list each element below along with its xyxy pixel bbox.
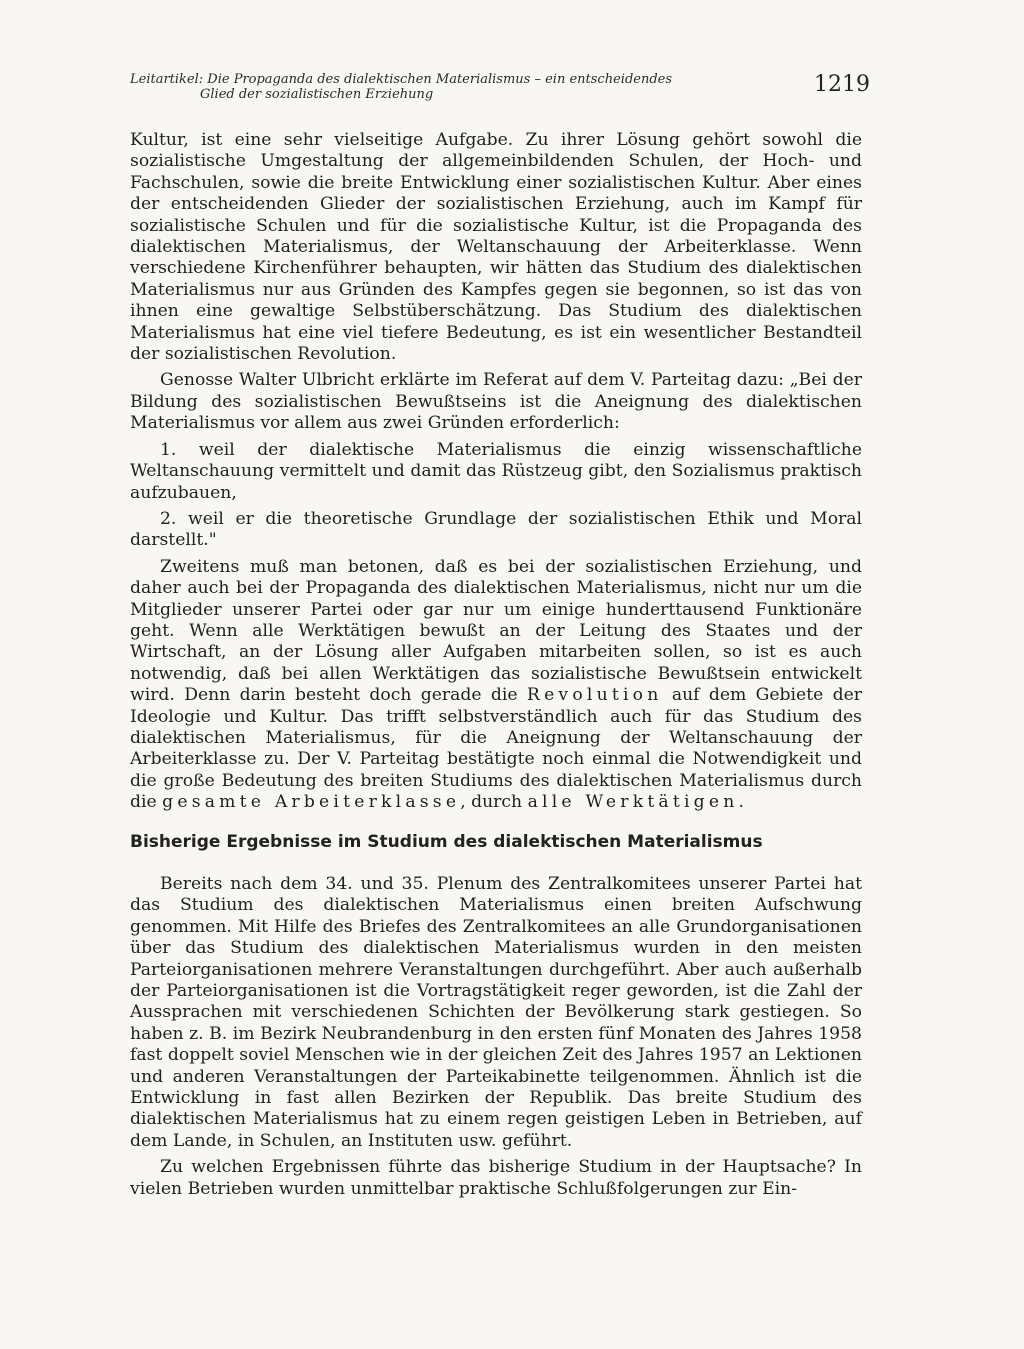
- running-head-line-2: Glied der sozialistischen Erziehung: [200, 87, 434, 102]
- paragraph-zweitens-end: .: [738, 792, 744, 813]
- list-item-2: 2. weil er die theoretische Grundlage der sozialistischen Ethik und Moral darstellt.": [130, 508, 862, 551]
- paragraph-ulbricht-quote: Genosse Walter Ulbricht erklärte im Referat auf dem V. Parteitag dazu: „Bei der Bildung des sozialistischen Bewußtseins ist die Aneignung des dialektischen Materialismus vor allem aus zwei Gründen erforderlich:: [130, 370, 862, 434]
- emphasis-alle-werktaetigen: alle Werktätigen: [527, 792, 739, 813]
- paragraph-continuation: Kultur, ist eine sehr vielseitige Aufgabe. Zu ihrer Lösung gehört sowohl die sozialistische Umgestaltung der allgemeinbildenden Schulen, der Hoch- und Fachschulen, sowie die breite Entwicklung einer sozialistischen Kultur. Aber eines der entscheidenden Glieder der sozialistischen Erziehung, auch im Kampf für sozialistische Schulen und für die sozialistische Kultur, ist die Propaganda des dialektischen Materialismus, der Weltanschauung der Arbeiterklasse. Wenn verschiedene Kirchenführer behaupten, wir hätten das Studium des dialektischen Materialismus nur aus Gründen des Kampfes gegen sie begonnen, so ist das von ihnen eine gewaltige Selbstüberschätzung. Das Studium des dialektischen Materialismus hat eine viel tiefere Bedeutung, es ist ein wesentlicher Bestandteil der sozialistischen Revolution.: [130, 130, 862, 365]
- paragraph-zweitens-text-1: Zweitens muß man betonen, daß es bei der sozialistischen Erziehung, und daher auch bei der Propaganda des dialektischen Materialismus, nicht nur um die Mitglieder unserer Partei oder gar nur um einige hunderttausend Funktionäre geht. Wenn alle Werktätigen bewußt an der Leitung des Staates und der Wirtschaft, an der Lösung aller Aufgaben mitarbeiten sollen, so ist es auch notwendig, daß bei allen Werktätigen das sozialistische Bewußtsein entwickelt wird. Denn darin besteht doch gerade die: [130, 556, 862, 706]
- emphasis-revolution: Revolution: [526, 685, 663, 706]
- paragraph-zweitens-text-3: , durch: [460, 792, 523, 813]
- paragraph-zu-welchen: Zu welchen Ergebnissen führte das bisherige Studium in der Hauptsache? In vielen Betrieben wurden unmittelbar praktische Schlußfolgerungen zur Ein-: [130, 1157, 862, 1199]
- paragraph-zweitens-text-2: auf dem Gebiete der Ideologie und Kultur. Das trifft selbstverständlich auch für das Studium des dialektischen Materialismus, für die Aneignung der Weltanschauung der Arbeiterklasse zu. Der V. Parteitag bestätigte noch einmal die Notwendigkeit und die große Bedeutung des breiten Studiums des dialektischen Materialismus durch die: [130, 685, 863, 813]
- body-text-upper: [130, 130, 862, 814]
- emphasis-gesamte-arbeiterklasse: gesamte Arbeiterklasse: [162, 792, 461, 813]
- paragraph-bereits: Bereits nach dem 34. und 35. Plenum des Zentralkomitees unserer Partei hat das Studium des dialektischen Materialismus einen breiten Aufschwung genommen. Mit Hilfe des Briefes des Zentralkomitees an alle Grundorganisationen über das Studium des dialektischen Materialismus wurden in den meisten Parteiorganisationen mehrere Veranstaltungen durchgeführt. Aber auch außerhalb der Parteiorganisationen ist die Vortragstätigkeit reger geworden, ist die Zahl der Aussprachen mit verschiedenen Schichten der Bevölkerung stark gestiegen. So haben z. B. im Bezirk Neubrandenburg in den ersten fünf Monaten des Jahres 1958 fast doppelt soviel Menschen wie in der gleichen Zeit des Jahres 1957 an Lektionen und anderen Veranstaltungen der Parteikabinette teilgenommen. Ähnlich ist die Entwicklung in fast allen Bezirken der Republik. Das breite Studium des dialektischen Materialismus hat zu einem regen geistigen Leben in Betrieben, auf dem Lande, in Schulen, an Instituten usw. geführt.: [130, 874, 862, 1151]
- running-head-line-1: Leitartikel: Die Propaganda des dialektischen Materialismus – ein entscheidendes: [130, 72, 673, 87]
- list-item-1: 1. weil der dialektische Materialismus die einzig wissenschaftliche Weltanschauung vermittelt und damit das Rüstzeug gibt, den Sozialismus praktisch aufzubauen,: [130, 439, 862, 503]
- page-number: 1219: [814, 72, 870, 97]
- paragraph-zweitens: [130, 557, 862, 814]
- running-head: [130, 72, 730, 102]
- section-heading: Bisherige Ergebnisse im Studium des dialektischen Materialismus: [130, 832, 763, 852]
- body-text-lower: [130, 874, 862, 1200]
